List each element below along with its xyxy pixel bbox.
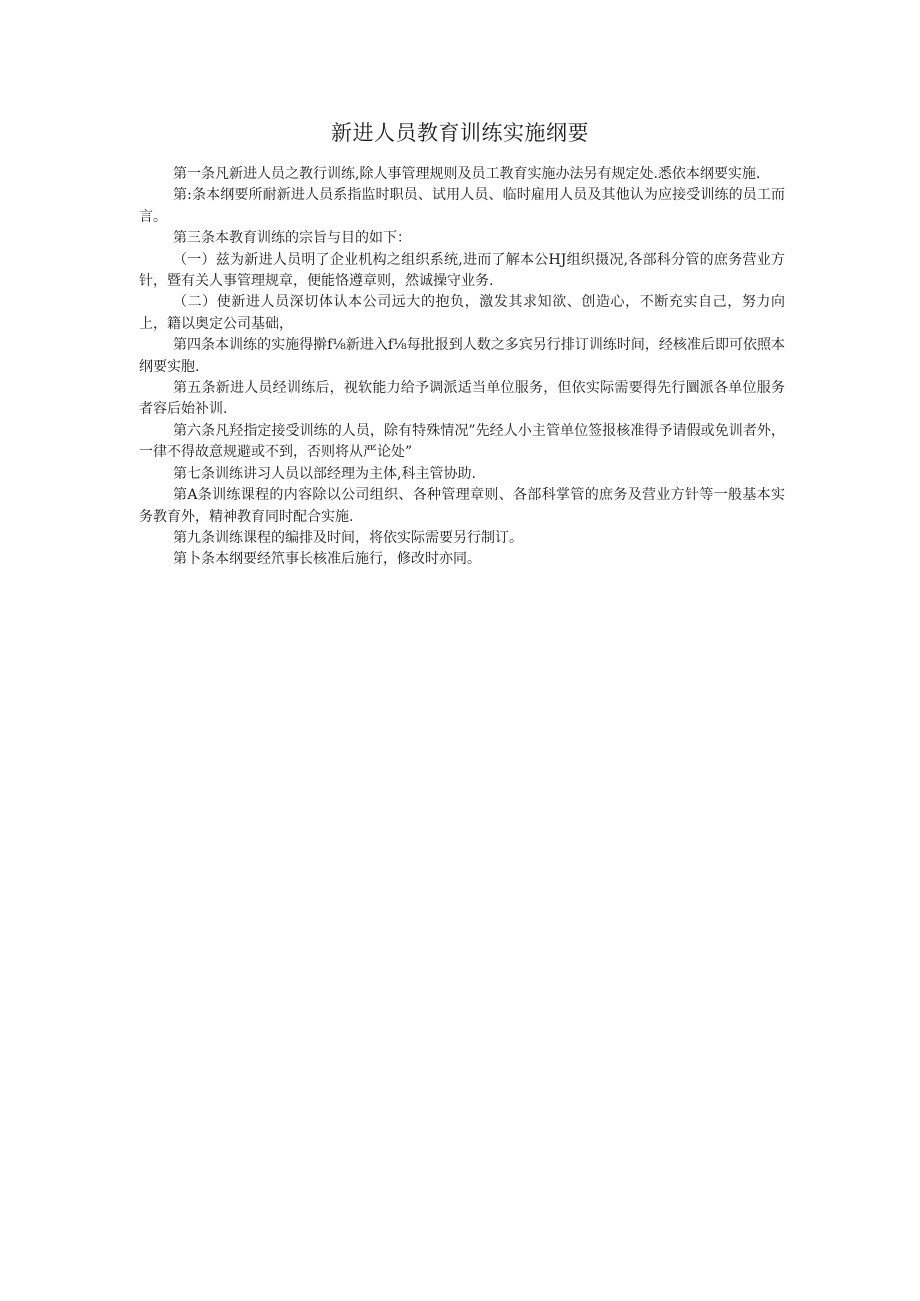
document-body [139, 164, 785, 571]
article-7-paragraph: 第七条训练讲习人员以部经理为主体,科主管协助. [173, 465, 476, 482]
article-6-paragraph: 第六条凡羟指定接受训练的人员，除有特殊情况”先经人小主管单位签报核准得予请假或免训者外，一律不得故意规避或不到，否则将从严论处” [139, 422, 785, 461]
article-9-paragraph: 第九条训练课程的编排及时间，将依实际需要另行制订。 [173, 529, 523, 546]
document-title: 新进人员教育训练实施纲要 [331, 121, 589, 145]
article-3-item-1: （一）兹为新进人员明了企业机构之组织系统,进而了解本公HJ组织摄况,各部科分管的庶务营业方针，暨有关人事管理规章，便能恪遵章则，然诚操守业务. [139, 251, 785, 290]
article-8-paragraph: 第A条训练课程的内容除以公司组织、各种管理章则、各部科掌管的庶务及营业方针等一般基本实务教育外，精神教育同时配合实施. [139, 487, 785, 525]
article-10-paragraph: 第卜条本纲要经笊事长核准后施行，修改时亦同。 [173, 551, 481, 568]
article-3-item-2: （二）使新进人员深切体认本公司远大的抱负，激发其求知欲、创造心，不断充实自己，努力向上，籍以奥定公司基础， [139, 294, 785, 332]
article-5-paragraph: 第五条新进人员经训练后，视软能力给予调派适当单位服务，但依实际需要得先行圜派各单位服务者容后始补训. [139, 380, 785, 418]
article-2-paragraph: 第:条本纲要所耐新进人员系指监时职员、试用人员、临时雇用人员及其他认为应接受训练的员工而言。 [139, 187, 785, 225]
article-3-paragraph: 第三条本教育训练的宗旨与目的如下： [173, 230, 411, 247]
article-4-paragraph: 第四条本训练的实施得擀f⅛新进入f⅛每批报到人数之多宾另行排订训练时间，经核准后即可依照本纲要实胞. [139, 337, 785, 375]
article-1-paragraph: 第一条凡新进人员之教行训练,除人事管理规则及员工教育实施办法另有规定处.悉依本纲要实施. [173, 166, 761, 182]
